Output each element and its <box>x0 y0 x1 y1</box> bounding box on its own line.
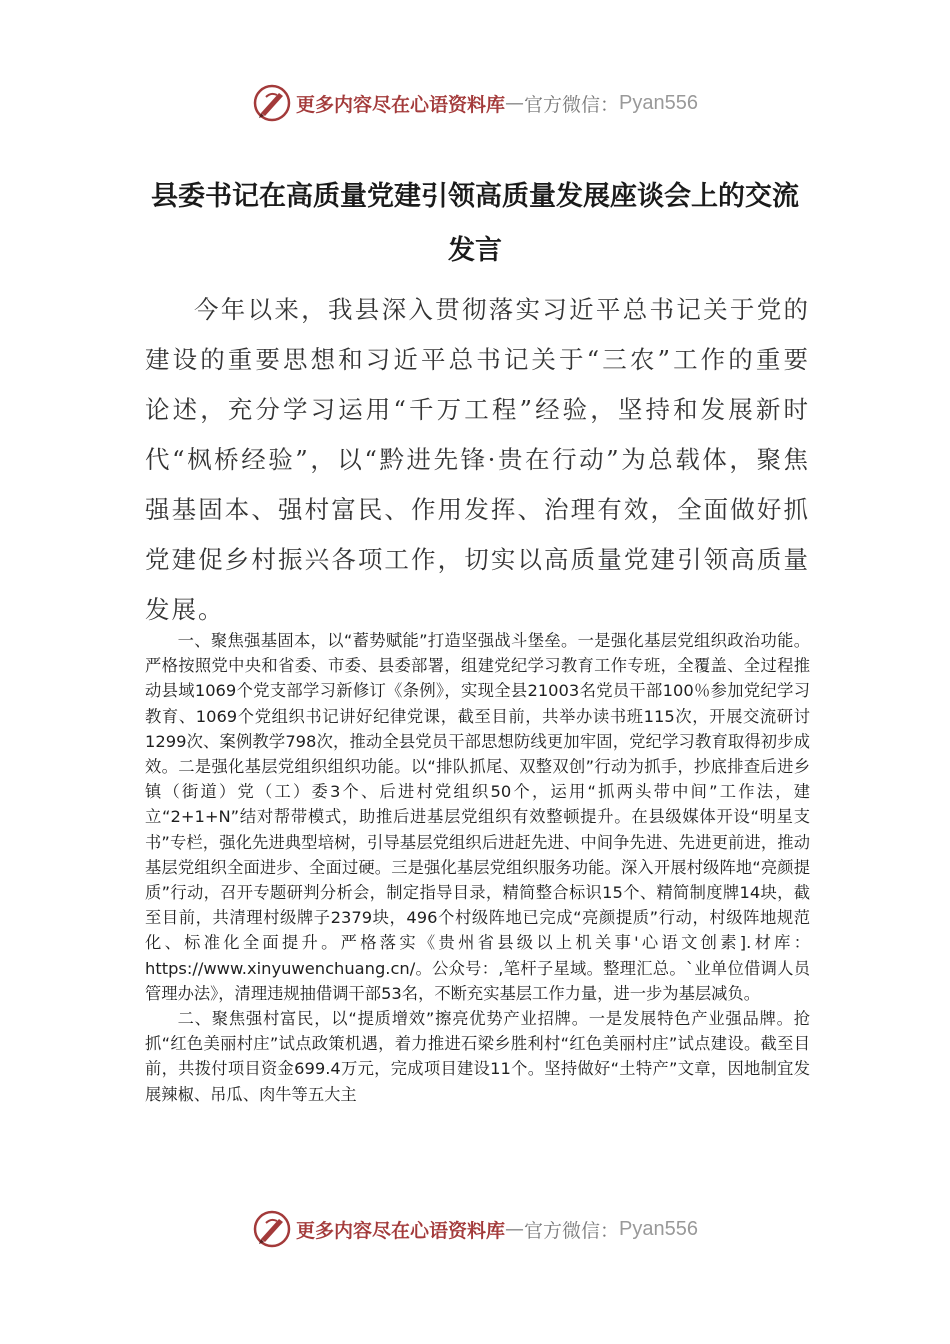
banner-text: 更多内容尽在心语资料库 <box>296 1219 506 1242</box>
banner-dash: — <box>505 1218 525 1240</box>
body-paragraph-2: 二、聚焦强村富民，以“提质增效”擦亮优势产业招牌。一是发展特色产业强品牌。抢抓“红色美丽村庄”试点政策机遇，着力推进石梁乡胜利村“红色美丽村庄”试点建设。截至目前，共拨付项目资金699.4万元，完成项目建设11个。坚持做好“土特产”文章，因地制宜发展辣椒、吊瓜、肉牛等五大主 <box>145 1009 810 1104</box>
document-title: 县委书记在高质量党建引领高质量发展座谈会上的交流发言 <box>151 181 799 266</box>
banner-wechat-id: Pyan556 <box>619 91 698 114</box>
banner-wechat-label: 官方微信： <box>524 1219 620 1242</box>
pen-logo-icon <box>252 83 292 123</box>
banner-wechat-label: 官方微信： <box>524 93 620 116</box>
lead-paragraph: 今年以来，我县深入贯彻落实习近平总书记关于党的建设的重要思想和习近平总书记关于“三农”工作的重要论述，充分学习运用“千万工程”经验，坚持和发展新时代“枫桥经验”，以“黔进先锋·贵在行动”为总载体，聚焦强基固本、强村富民、作用发挥、治理有效，全面做好抓党建促乡村振兴各项工作，切实以高质量党建引领高质量发展。 <box>145 295 810 624</box>
document-body <box>145 628 810 1107</box>
banner-wechat-id: Pyan556 <box>619 1217 698 1240</box>
banner-text: 更多内容尽在心语资料库 <box>296 93 506 116</box>
pen-logo-icon <box>252 1209 292 1249</box>
footer-watermark-banner <box>0 1204 950 1254</box>
banner-dash: — <box>505 92 525 114</box>
body-paragraph-1: 一、聚焦强基固本，以“蓄势赋能”打造坚强战斗堡垒。一是强化基层党组织政治功能。严格按照党中央和省委、市委、县委部署，组建党纪学习教育工作专班，全覆盖、全过程推动县域1069个党支部学习新修订《条例》，实现全县21003名党员干部100％参加党纪学习教育、1069个党组织书记讲好纪律党课，截至目前，共举办读书班115次，开展交流研讨1299次、案例教学798次，推动全县党员干部思想防线更加牢固，党纪学习教育取得初步成效。二是强化基层党组织组织功能。以“排队抓尾、双整双创”行动为抓手，抄底排查后进乡镇（街道）党（工）委3个、后进村党组织50个，运用“抓两头带中间”工作法，建立“2+1+N”结对帮带模式，助推后进基层党组织有效整顿提升。在县级媒体开设“明星支书”专栏，强化先进典型培树，引导基层党组织后进赶先进、中间争先进、先进更前进，推动基层党组织全面进步、全面过硬。三是强化基层党组织服务功能。深入开展村级阵地“亮颜提质”行动，召开专题研判分析会，制定指导目录，精简整合标识15个、精简制度牌14块，截至目前，共清理村级牌子2379块，496个村级阵地已完成“亮颜提质”行动，村级阵地规范化、标准化全面提升。严格落实《贵州省县级以上机关事'心语文创素].材库：https://www.xinyuwenchuang.cn/。公众号：,笔杆子星域。整理汇总。`业单位借调人员管理办法》，清理违规抽借调干部53名，不断充实基层工作力量，进一步为基层减负。 <box>145 631 810 1003</box>
header-watermark-banner <box>0 78 950 128</box>
